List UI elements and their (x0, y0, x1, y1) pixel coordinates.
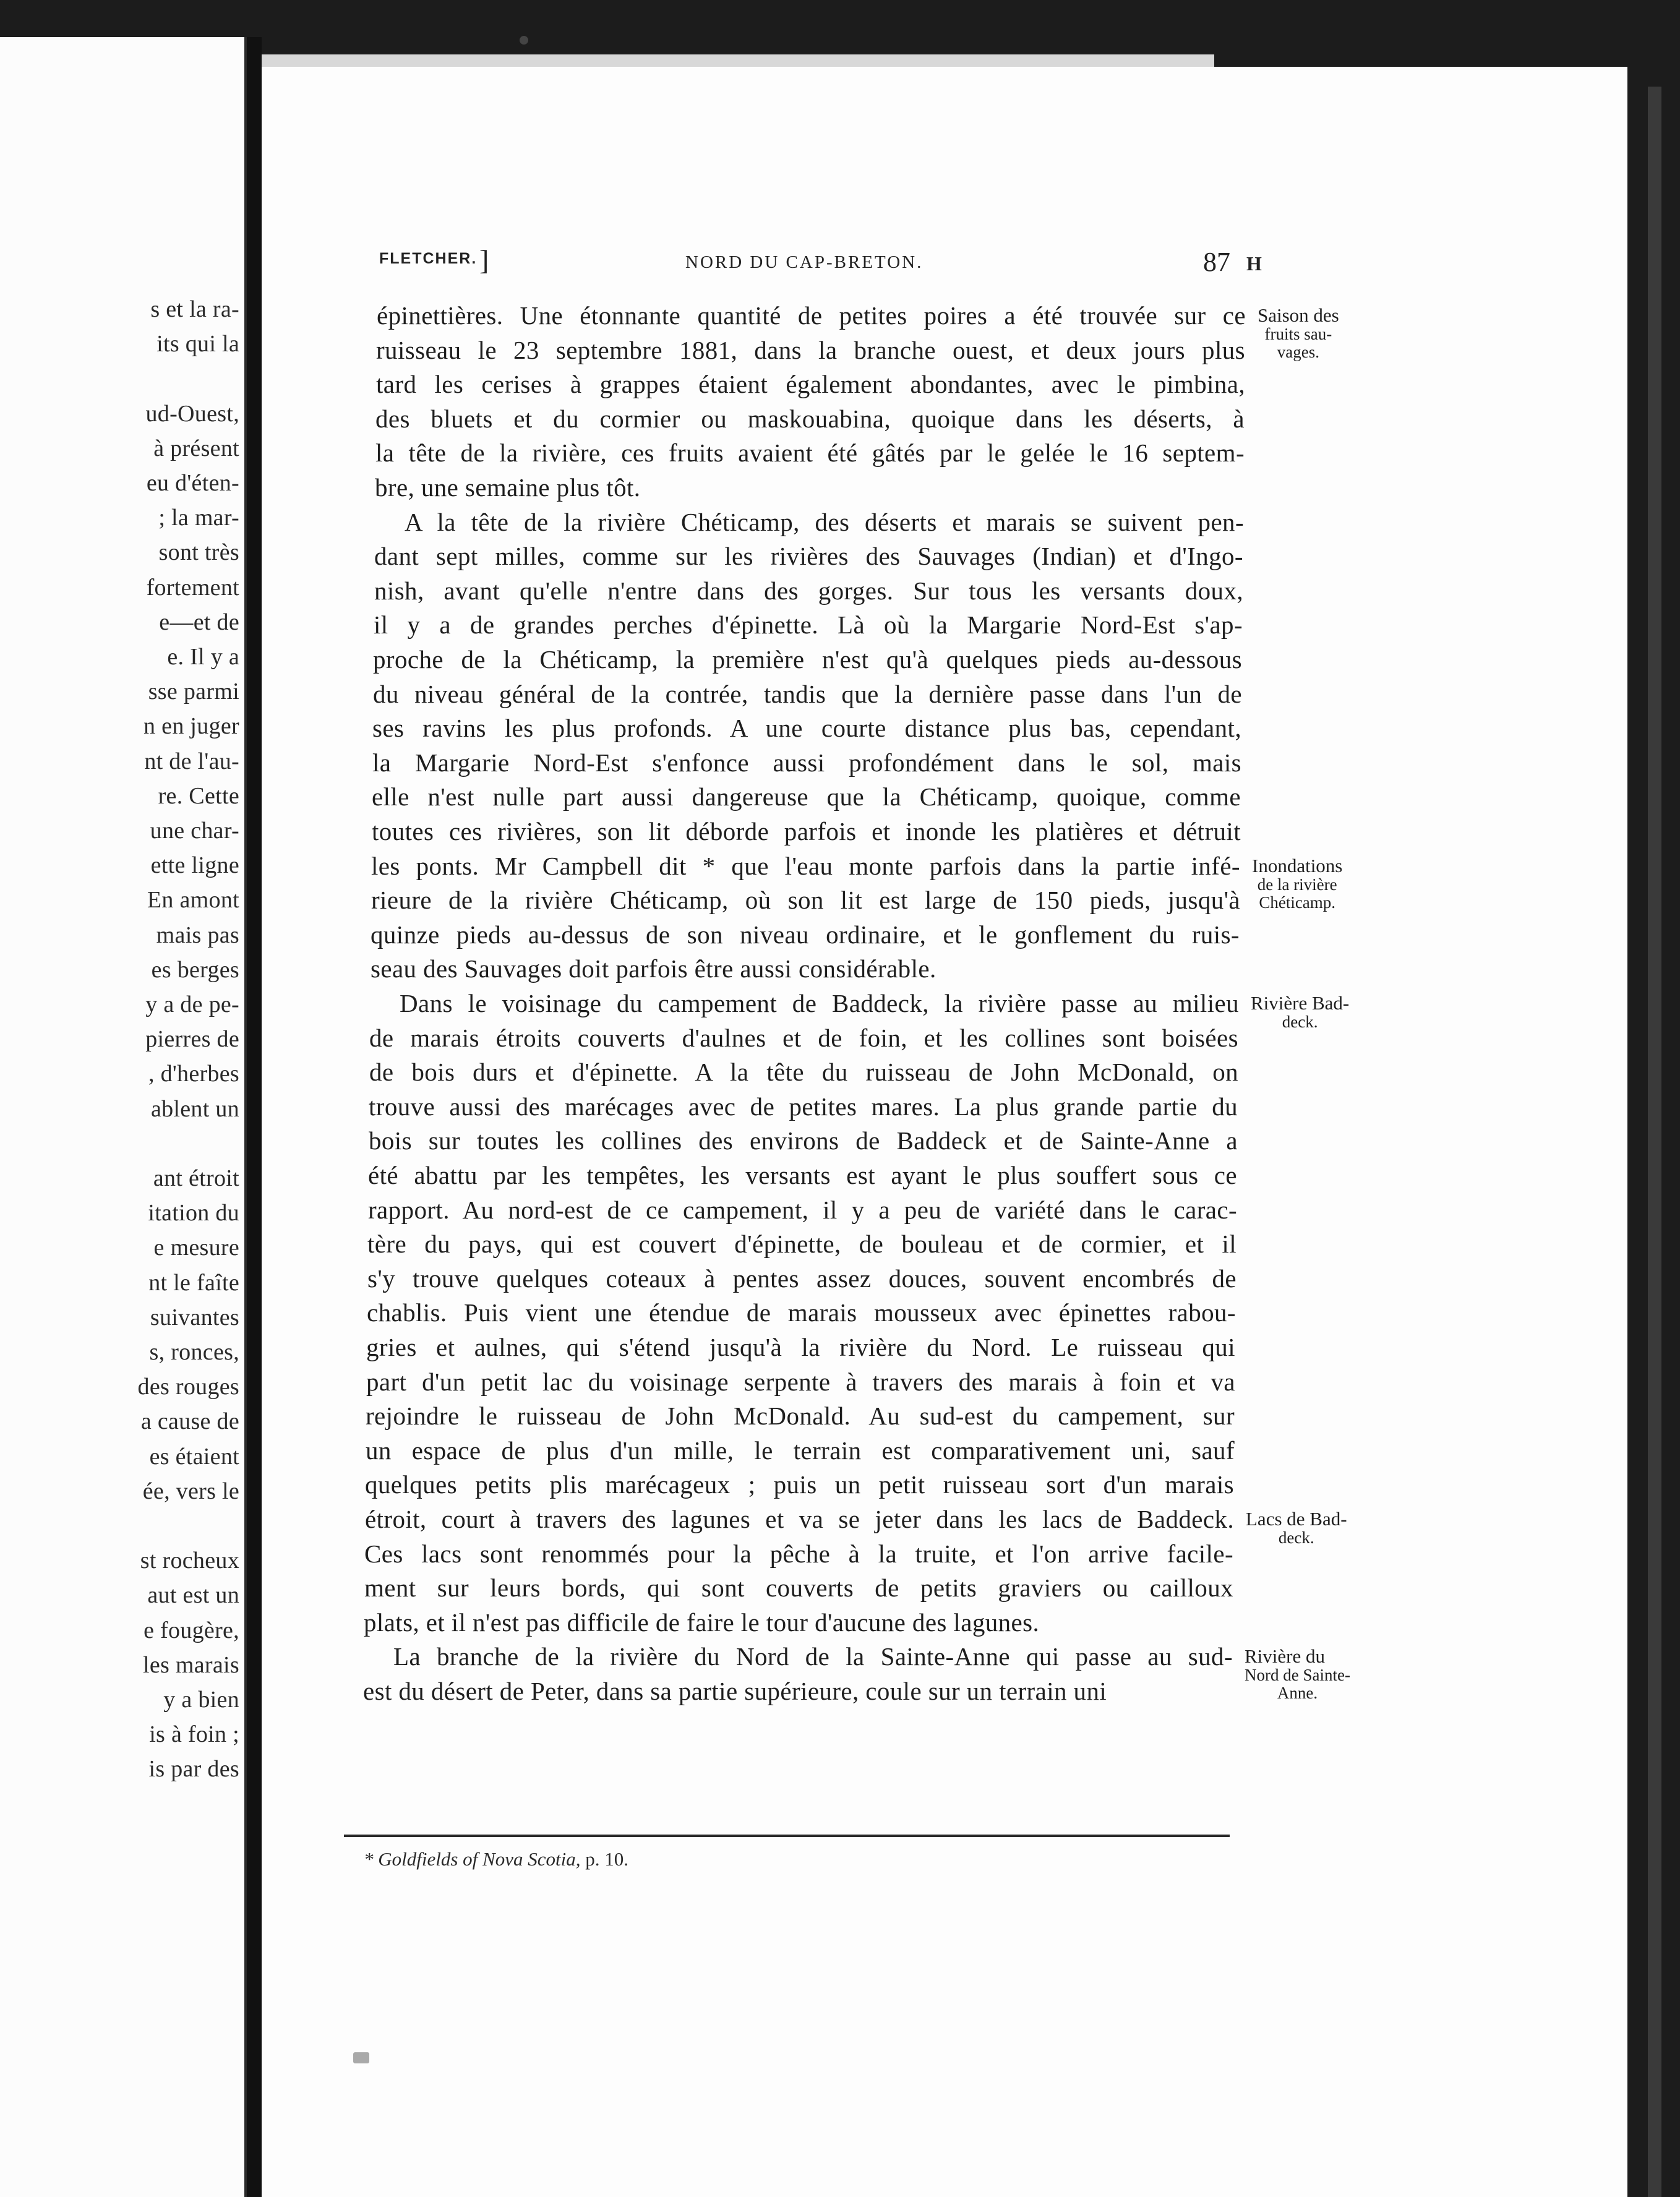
body-line: chablis. Puis vient une étendue de marais mousseux avec épinettes rabou- (367, 1298, 1236, 1327)
body-line: elle n'est nulle part aussi dangereuse que la Chéticamp, quoique, comme (372, 782, 1241, 812)
margin-note-line: deck. (1278, 1528, 1314, 1547)
body-line: proche de la Chéticamp, la première n'est qu'à quelques pieds au-dessous (373, 645, 1242, 674)
facing-page-line: is à foin ; (149, 1721, 239, 1748)
facing-page-line: e—et de (159, 609, 239, 635)
facing-page-line: n en juger (144, 713, 239, 740)
margin-note-line: Nord de Sainte- (1245, 1666, 1350, 1685)
facing-page-line: a cause de (140, 1408, 239, 1435)
body-line: toutes ces rivières, son lit déborde parfois et inonde les platières et détruit (372, 817, 1241, 846)
body-line: s'y trouve quelques coteaux à pentes assez douces, souvent encombrés de (367, 1264, 1236, 1293)
facing-page-line: une char- (150, 818, 239, 844)
body-line: ment sur leurs bords, qui sont couverts de petits graviers ou cailloux (364, 1574, 1233, 1603)
margin-note-heading: Rivière Bad- (1251, 992, 1350, 1014)
facing-page-line: ant étroit (153, 1165, 239, 1191)
facing-page-line: les marais (142, 1651, 239, 1678)
body-line: des bluets et du cormier ou maskouabina, quoique dans les déserts, à (375, 404, 1245, 433)
facing-page-line: ette ligne (150, 852, 239, 879)
margin-note (1246, 1509, 1347, 1546)
main-page (262, 67, 1627, 2197)
body-line: été abattu par les tempêtes, les versants est ayant le plus souffert sous ce (368, 1161, 1237, 1189)
body-line: quinze pieds au-dessus de son niveau ordinaire, et le gonflement du ruis- (371, 920, 1240, 949)
body-line: bois sur toutes les collines des environs de Baddeck et de Sainte-Anne a (369, 1126, 1238, 1155)
margin-note-heading: Inondations (1252, 854, 1343, 876)
margin-note-line: vages. (1277, 343, 1319, 361)
body-line: épinettières. Une étonnante quantité de petites poires a été trouvée sur ce (377, 301, 1246, 330)
body-line: A la tête de la rivière Chéticamp, des déserts et marais se suivent pen- (405, 507, 1244, 536)
facing-page-line: e. Il y a (167, 644, 239, 670)
running-head-author: FLETCHER. (379, 250, 478, 267)
facing-page-line: nt le faîte (148, 1269, 239, 1296)
facing-page-line: pierres de (145, 1026, 239, 1053)
facing-page-line: sse parmi (148, 679, 239, 705)
margin-note (1251, 993, 1349, 1030)
facing-page-line: es berges (151, 956, 239, 983)
margin-note-line: Anne. (1277, 1684, 1318, 1703)
margin-note-heading: Saison des (1258, 304, 1339, 326)
body-line: de marais étroits couverts d'aulnes et de foin, et les collines sont boisées (369, 1023, 1238, 1052)
margin-note (1258, 306, 1339, 361)
facing-page-line: eu d'éten- (146, 470, 239, 496)
facing-page-line: aut est un (147, 1582, 239, 1609)
body-line: plats, et il n'est pas difficile de faire le tour d'aucune des lagunes. (364, 1608, 1040, 1637)
facing-page-line: y a de pe- (145, 991, 239, 1017)
page-top-edge (262, 54, 1214, 67)
binding-mark (520, 36, 528, 45)
body-line: bre, une semaine plus tôt. (375, 473, 641, 502)
body-line: trouve aussi des marécages avec de petites mares. La plus grande partie du (369, 1092, 1238, 1121)
ink-smudge (353, 2052, 369, 2063)
page-number: 87 (1203, 247, 1230, 277)
facing-page-line: is par des (148, 1756, 239, 1783)
body-line: Dans le voisinage du campement de Baddeck, la rivière passe au milieu (400, 989, 1239, 1017)
facing-page-line: ; la mar- (158, 505, 239, 531)
margin-note-heading: Rivière du (1245, 1645, 1325, 1668)
facing-page-line: e mesure (153, 1235, 239, 1261)
body-line: ruisseau le 23 septembre 1881, dans la branche ouest, et deux jours plus (376, 335, 1245, 364)
body-line: quelques petits plis marécageux ; puis un petit ruisseau sort d'un marais (365, 1470, 1234, 1499)
footnote: * Goldfields of Nova Scotia, p. 10. (364, 1848, 628, 1870)
facing-page-line: itation du (148, 1200, 239, 1227)
facing-page-line: es étaient (149, 1443, 239, 1470)
facing-page-line: st rocheux (140, 1548, 239, 1574)
margin-note (1245, 1647, 1350, 1702)
body-line: nish, avant qu'elle n'entre dans des gorges. Sur tous les versants doux, (374, 576, 1243, 605)
body-line: du niveau général de la contrée, tandis que la dernière passe dans l'un de (373, 679, 1242, 708)
body-line: la Margarie Nord-Est s'enfonce aussi profondément dans le sol, mais (372, 748, 1241, 777)
facing-page-line: suivantes (150, 1304, 239, 1330)
body-line: tard les cerises à grappes étaient également abondantes, avec le pimbina, (376, 370, 1245, 399)
margin-note-heading: Lacs de Bad- (1246, 1508, 1347, 1530)
body-line: part d'un petit lac du voisinage serpente à travers des marais à foin et va (366, 1367, 1235, 1396)
footnote-rule (344, 1835, 1230, 1837)
body-line: les ponts. Mr Campbell dit * que l'eau monte parfois dans la partie infé- (371, 851, 1240, 880)
facing-page-line: En amont (147, 887, 239, 914)
body-line: rejoindre le ruisseau de John McDonald. Au sud-est du campement, sur (366, 1402, 1235, 1431)
body-line: dant sept milles, comme sur les rivières des Sauvages (Indian) et d'Ingo- (374, 542, 1243, 571)
facing-page-fragment (0, 37, 247, 2197)
margin-note-line: deck. (1282, 1013, 1318, 1031)
body-line: la tête de la rivière, ces fruits avaient été gâtés par le gelée le 16 septem- (375, 439, 1245, 468)
facing-page-line: nt de l'au- (144, 748, 239, 774)
margin-note-line: fruits sau- (1264, 325, 1332, 343)
facing-page-line: re. Cette (158, 782, 239, 809)
margin-note-line: Chéticamp. (1259, 893, 1336, 912)
body-line: rieure de la rivière Chéticamp, où son lit est large de 150 pieds, jusqu'à (371, 886, 1240, 915)
facing-page-line: ud-Ouest, (145, 400, 239, 427)
body-line: est du désert de Peter, dans sa partie supérieure, coule sur un terrain uni (363, 1677, 1107, 1705)
facing-page-line: , d'herbes (148, 1061, 239, 1087)
body-line: étroit, court à travers des lagunes et va se jeter dans les lacs de Baddeck. (365, 1505, 1234, 1533)
page-edge-shadow (1648, 87, 1661, 2197)
body-line: gries et aulnes, qui s'étend jusqu'à la rivière du Nord. Le ruisseau qui (366, 1333, 1235, 1361)
facing-page-line: des rouges (137, 1374, 239, 1400)
margin-note (1252, 856, 1342, 911)
body-line: il y a de grandes perches d'épinette. Là où la Margarie Nord-Est s'ap- (374, 610, 1243, 640)
facing-page-line: s, ronces, (149, 1339, 239, 1365)
facing-page-line: à présent (153, 435, 239, 461)
facing-page-line: ée, vers le (142, 1478, 239, 1504)
page-number-suffix: H (1246, 252, 1262, 275)
body-line: ses ravins les plus profonds. A une courte distance plus bas, cependant, (372, 714, 1241, 743)
body-line: Ces lacs sont renommés pour la pêche à la truite, et l'on arrive facile- (364, 1539, 1233, 1568)
body-line: de bois durs et d'épinette. A la tête du ruisseau de John McDonald, on (369, 1058, 1238, 1087)
footnote-marker: * (364, 1848, 374, 1870)
body-line: seau des Sauvages doit parfois être aussi considérable. (371, 954, 936, 983)
book-gutter (247, 37, 262, 2197)
facing-page-line: fortement (146, 574, 239, 601)
body-line: rapport. Au nord-est de ce campement, il y a peu de variété dans le carac- (368, 1195, 1237, 1224)
facing-page-line: s et la ra- (150, 296, 239, 322)
facing-page-line: sont très (158, 539, 239, 566)
running-head-title: NORD DU CAP-BRETON. (685, 252, 924, 272)
facing-page-line: y a bien (163, 1687, 239, 1713)
footnote-title: Goldfields of Nova Scotia (378, 1848, 576, 1870)
body-line: La branche de la rivière du Nord de la Sainte-Anne qui passe au sud- (393, 1642, 1233, 1671)
facing-page-line: e fougère, (144, 1617, 239, 1643)
facing-page-line: ablent un (150, 1095, 239, 1122)
facing-page-line: mais pas (156, 922, 239, 948)
facing-page-line: its qui la (156, 331, 239, 358)
body-line: tère du pays, qui est couvert d'épinette, de bouleau et de cormier, et il (367, 1230, 1236, 1259)
margin-note-line: de la rivière (1257, 875, 1337, 894)
footnote-page: p. 10. (585, 1848, 628, 1870)
running-head-bracket: ] (479, 244, 489, 276)
body-line: un espace de plus d'un mille, le terrain est comparativement uni, sauf (366, 1436, 1235, 1465)
